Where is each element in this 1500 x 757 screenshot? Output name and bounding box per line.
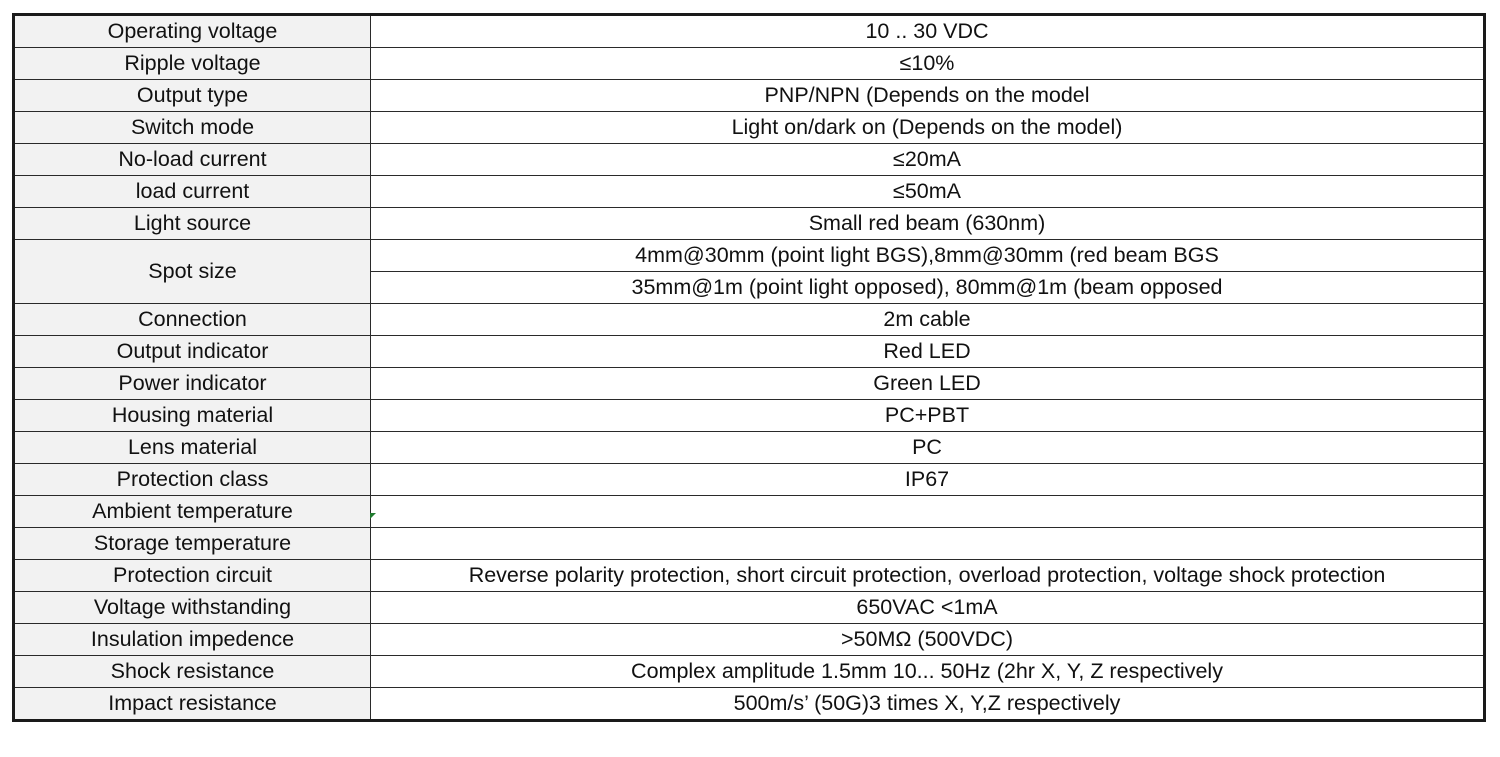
spec-label-output-type: Output type xyxy=(14,80,371,112)
spec-label-protection-circuit: Protection circuit xyxy=(14,560,371,592)
table-row xyxy=(14,560,1485,592)
table-row xyxy=(14,368,1485,400)
table-row xyxy=(14,624,1485,656)
spec-label-insulation-impedence: Insulation impedence xyxy=(14,624,371,656)
cell-comment-marker xyxy=(370,513,376,519)
spec-value-ambient-temperature xyxy=(371,496,1485,528)
spec-label-housing-material: Housing material xyxy=(14,400,371,432)
table-row xyxy=(14,176,1485,208)
spec-value-voltage-withstanding: 650VAC <1mA xyxy=(371,592,1485,624)
table-row xyxy=(14,464,1485,496)
spec-label-spot-size: Spot size xyxy=(14,240,371,304)
spec-value-switch-mode: Light on/dark on (Depends on the model) xyxy=(371,112,1485,144)
spec-label-protection-class: Protection class xyxy=(14,464,371,496)
spec-label-storage-temperature: Storage temperature xyxy=(14,528,371,560)
spec-label-light-source: Light source xyxy=(14,208,371,240)
spec-value-light-source: Small red beam (630nm) xyxy=(371,208,1485,240)
table-row xyxy=(14,528,1485,560)
spec-label-connection: Connection xyxy=(14,304,371,336)
spec-value-ripple-voltage: ≤10% xyxy=(371,48,1485,80)
table-row xyxy=(14,496,1485,528)
spec-label-voltage-withstanding: Voltage withstanding xyxy=(14,592,371,624)
spec-label-ambient-temperature: Ambient temperature xyxy=(14,496,371,528)
spec-value-storage-temperature xyxy=(371,528,1485,560)
spec-value-output-indicator: Red LED xyxy=(371,336,1485,368)
spec-value-no-load-current: ≤20mA xyxy=(371,144,1485,176)
table-row xyxy=(14,15,1485,48)
table-row xyxy=(14,336,1485,368)
spec-label-ripple-voltage: Ripple voltage xyxy=(14,48,371,80)
spec-value-lens-material: PC xyxy=(371,432,1485,464)
spec-label-output-indicator: Output indicator xyxy=(14,336,371,368)
table-row xyxy=(14,80,1485,112)
table-row xyxy=(14,656,1485,688)
spec-label-switch-mode: Switch mode xyxy=(14,112,371,144)
spec-label-load-current: load current xyxy=(14,176,371,208)
spec-value-protection-class: IP67 xyxy=(371,464,1485,496)
spec-value-output-type: PNP/NPN (Depends on the model xyxy=(371,80,1485,112)
table-row xyxy=(14,432,1485,464)
spec-value-power-indicator: Green LED xyxy=(371,368,1485,400)
spec-value-impact-resistance: 500m/s’ (50G)3 times X, Y,Z respectively xyxy=(371,688,1485,721)
spec-value-connection: 2m cable xyxy=(371,304,1485,336)
spec-value-housing-material: PC+PBT xyxy=(371,400,1485,432)
spec-value-spot-size-opposed: 35mm@1m (point light opposed), 80mm@1m (beam opposed xyxy=(371,272,1485,304)
spec-label-operating-voltage: Operating voltage xyxy=(14,15,371,48)
spec-value-insulation-impedence: >50MΩ (500VDC) xyxy=(371,624,1485,656)
spec-value-protection-circuit: Reverse polarity protection, short circuit protection, overload protection, voltage shock protection xyxy=(371,560,1485,592)
spec-table xyxy=(12,13,1486,722)
spec-label-impact-resistance: Impact resistance xyxy=(14,688,371,721)
table-row xyxy=(14,240,1485,272)
spec-value-shock-resistance: Complex amplitude 1.5mm 10... 50Hz (2hr X, Y, Z respectively xyxy=(371,656,1485,688)
spec-label-no-load-current: No-load current xyxy=(14,144,371,176)
spec-label-power-indicator: Power indicator xyxy=(14,368,371,400)
table-row xyxy=(14,48,1485,80)
spec-label-shock-resistance: Shock resistance xyxy=(14,656,371,688)
table-row xyxy=(14,304,1485,336)
spec-label-lens-material: Lens material xyxy=(14,432,371,464)
spec-value-operating-voltage: 10 .. 30 VDC xyxy=(371,15,1485,48)
table-row xyxy=(14,208,1485,240)
table-row xyxy=(14,688,1485,721)
table-row xyxy=(14,144,1485,176)
spec-value-load-current: ≤50mA xyxy=(371,176,1485,208)
table-row xyxy=(14,400,1485,432)
spec-value-spot-size-bgs: 4mm@30mm (point light BGS),8mm@30mm (red beam BGS xyxy=(371,240,1485,272)
table-row xyxy=(14,112,1485,144)
table-row xyxy=(14,592,1485,624)
